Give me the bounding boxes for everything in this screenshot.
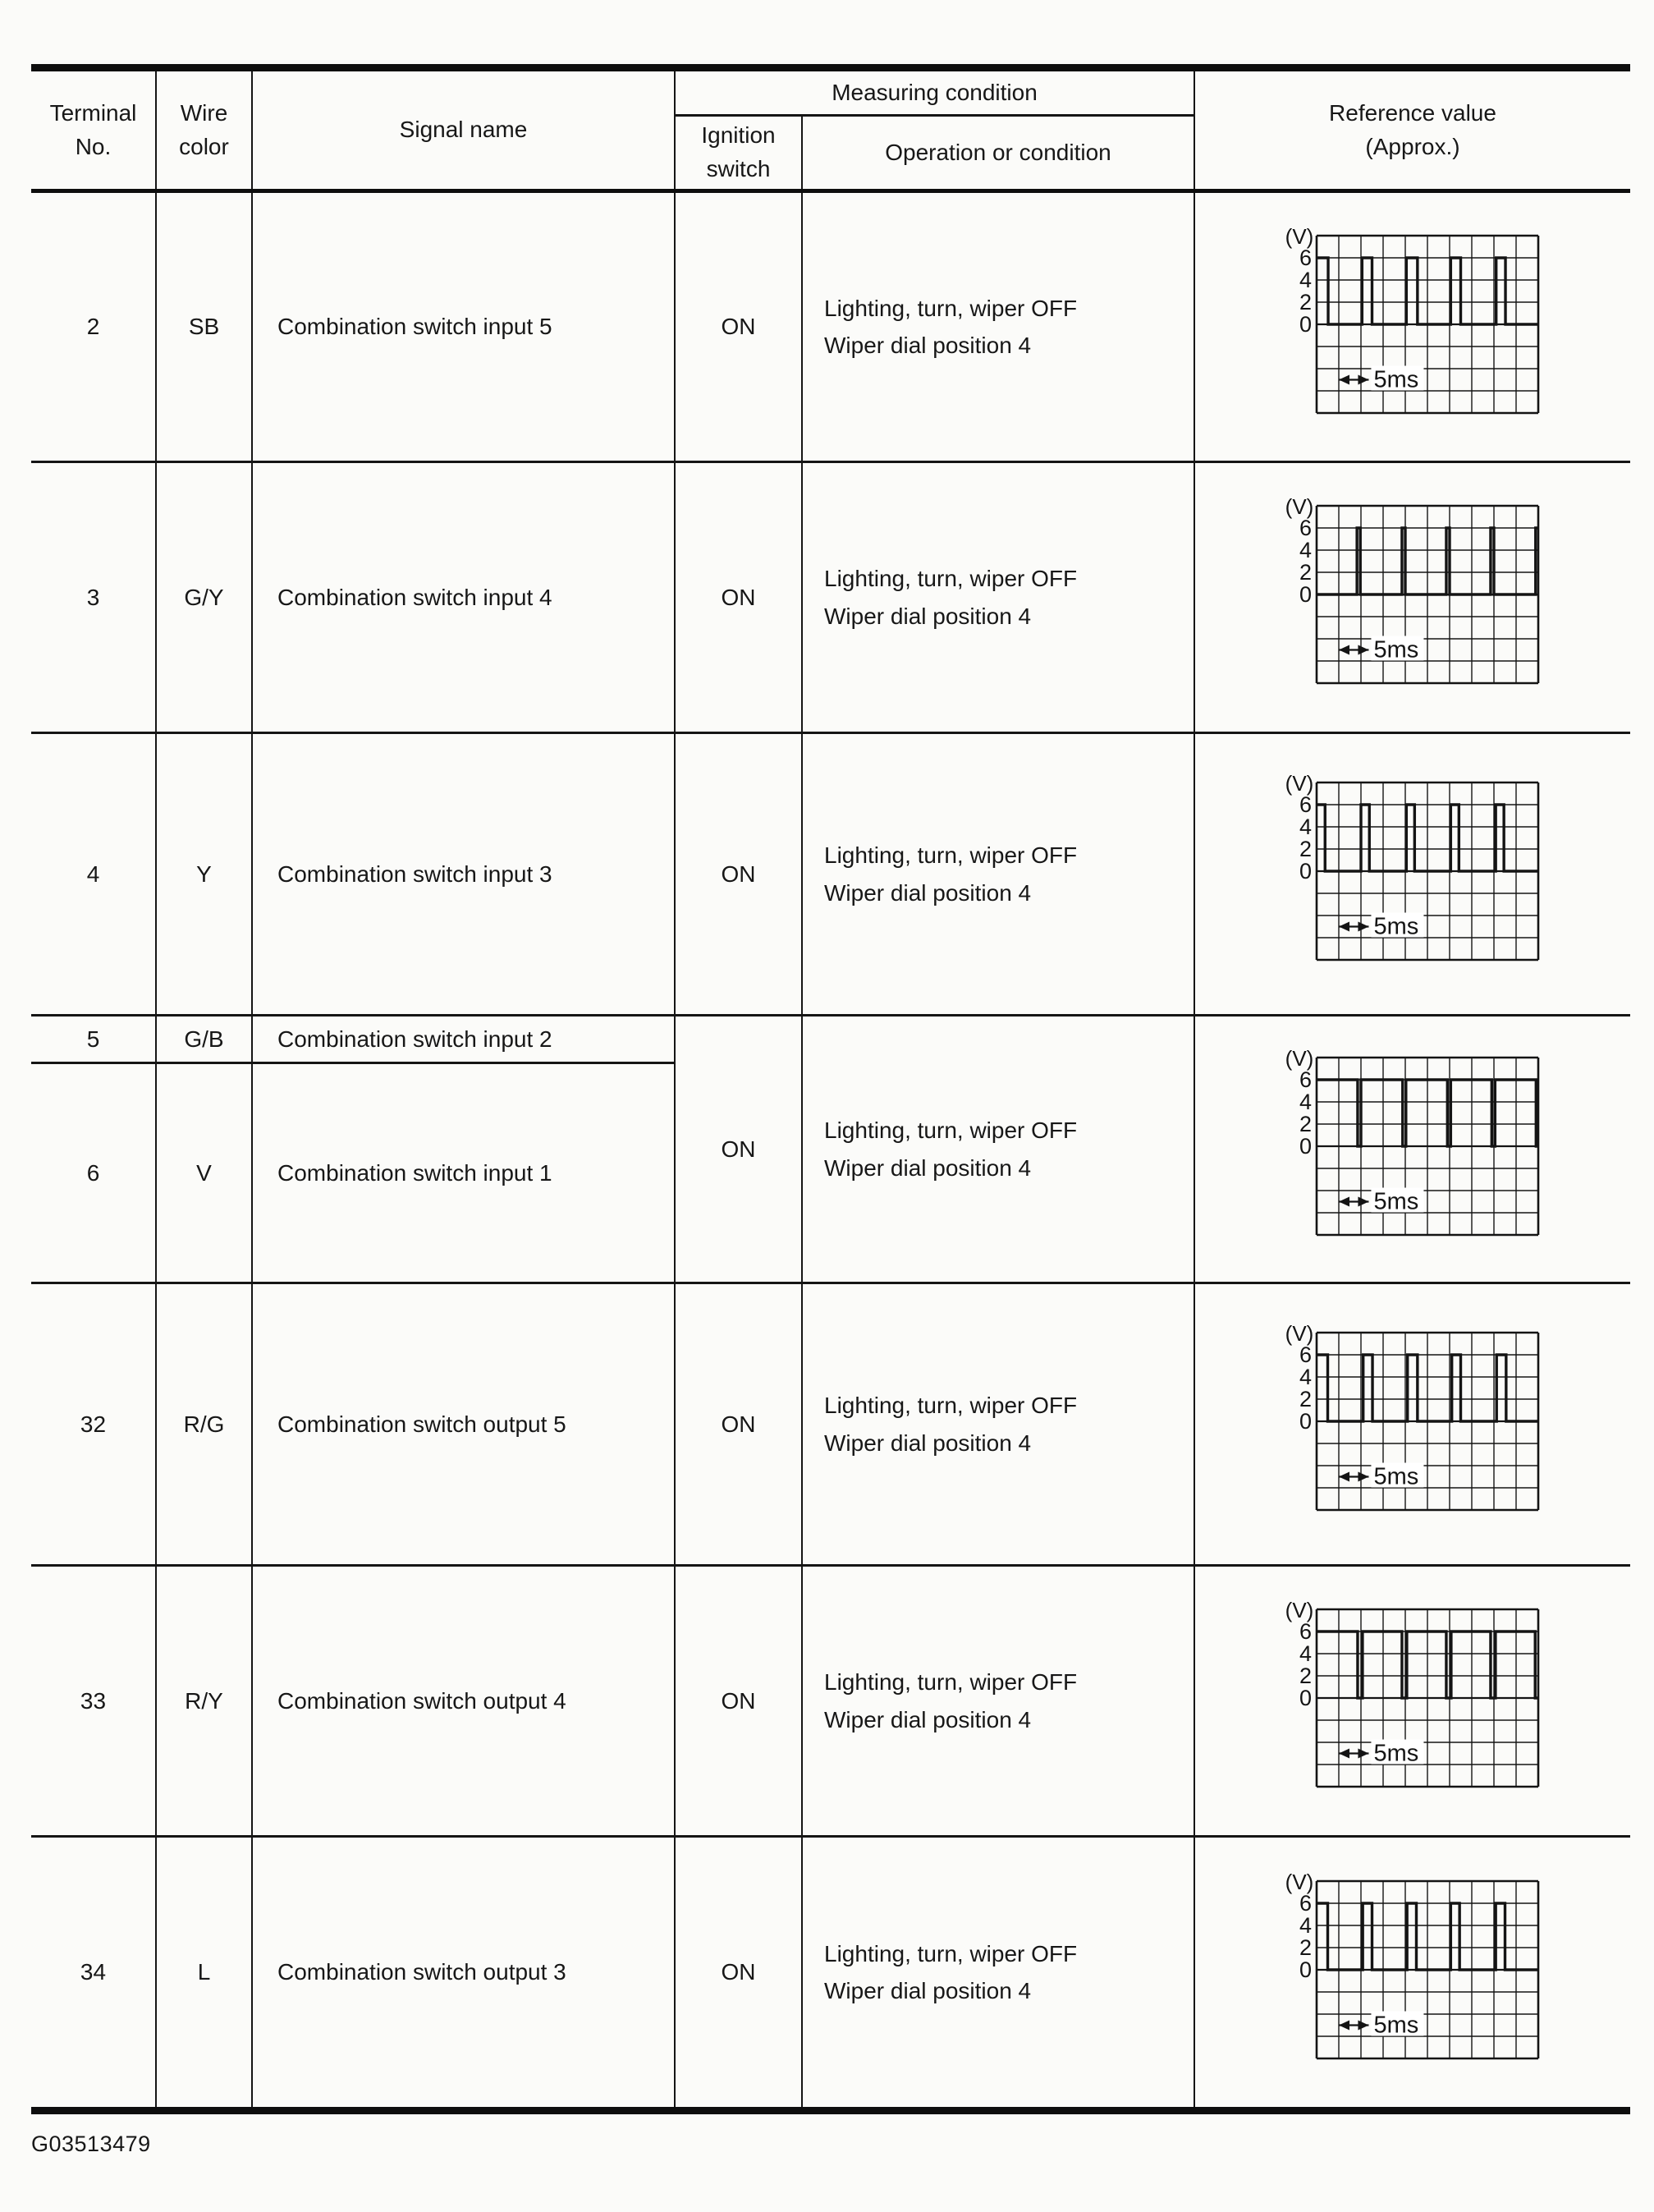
svg-text:4: 4 bbox=[1299, 1912, 1312, 1938]
signal-reference-table bbox=[31, 64, 1630, 2114]
operation-line2: Wiper dial position 4 bbox=[824, 1430, 1032, 1456]
waveform-chart bbox=[1277, 1599, 1548, 1797]
svg-text:5ms: 5ms bbox=[1373, 1188, 1419, 1215]
operation-line2: Wiper dial position 4 bbox=[824, 879, 1032, 906]
svg-text:0: 0 bbox=[1299, 1686, 1312, 1710]
ignition-switch-state: ON bbox=[675, 191, 802, 462]
svg-text:2: 2 bbox=[1299, 1934, 1312, 1960]
svg-text:2: 2 bbox=[1299, 1112, 1312, 1136]
operation-line1: Lighting, turn, wiper OFF bbox=[824, 842, 1078, 869]
reference-header-line2: (Approx.) bbox=[1365, 133, 1460, 159]
signal-name: Combination switch output 4 bbox=[252, 1566, 675, 1837]
terminal-no: 6 bbox=[31, 1063, 156, 1283]
col-header-measuring-condition: Measuring condition bbox=[675, 68, 1194, 116]
svg-text:6: 6 bbox=[1299, 1067, 1312, 1092]
terminal-no: 3 bbox=[31, 462, 156, 733]
svg-text:(V): (V) bbox=[1285, 1048, 1314, 1071]
svg-text:6: 6 bbox=[1299, 792, 1312, 817]
operation-condition bbox=[802, 1016, 1194, 1283]
signal-name: Combination switch input 5 bbox=[252, 191, 675, 462]
svg-text:6: 6 bbox=[1299, 1342, 1312, 1367]
signal-name: Combination switch input 2 bbox=[252, 1016, 675, 1063]
svg-text:0: 0 bbox=[1299, 1957, 1312, 1982]
terminal-no: 2 bbox=[31, 191, 156, 462]
svg-text:4: 4 bbox=[1299, 1641, 1312, 1666]
svg-text:4: 4 bbox=[1299, 267, 1312, 292]
operation-line2: Wiper dial position 4 bbox=[824, 603, 1032, 629]
reference-waveform-cell bbox=[1194, 462, 1630, 733]
svg-text:5ms: 5ms bbox=[1373, 1463, 1419, 1490]
oscilloscope-waveform bbox=[1277, 496, 1548, 693]
operation-condition bbox=[802, 1837, 1194, 2111]
wire-color: L bbox=[156, 1837, 252, 2111]
terminal-no: 5 bbox=[31, 1016, 156, 1063]
svg-text:0: 0 bbox=[1299, 311, 1312, 337]
table-row bbox=[31, 1283, 1630, 1566]
svg-text:(V): (V) bbox=[1285, 496, 1314, 519]
ignition-switch-state: ON bbox=[675, 733, 802, 1016]
svg-text:5ms: 5ms bbox=[1373, 913, 1419, 940]
oscilloscope-waveform bbox=[1277, 1871, 1548, 2068]
table-row bbox=[31, 191, 1630, 462]
svg-text:6: 6 bbox=[1299, 245, 1312, 270]
operation-condition bbox=[802, 462, 1194, 733]
waveform-chart bbox=[1277, 1323, 1548, 1520]
wire-color: G/Y bbox=[156, 462, 252, 733]
waveform-chart bbox=[1277, 496, 1548, 693]
oscilloscope-waveform bbox=[1277, 1048, 1548, 1245]
operation-condition bbox=[802, 1566, 1194, 1837]
wire-color: G/B bbox=[156, 1016, 252, 1063]
operation-condition bbox=[802, 733, 1194, 1016]
ignition-switch-state: ON bbox=[675, 1016, 802, 1283]
table-row bbox=[31, 733, 1630, 1016]
operation-line2: Wiper dial position 4 bbox=[824, 333, 1032, 358]
ignition-switch-state: ON bbox=[675, 1837, 802, 2111]
wire-color: R/G bbox=[156, 1283, 252, 1566]
operation-line1: Lighting, turn, wiper OFF bbox=[824, 1117, 1078, 1144]
col-header-reference-value bbox=[1194, 68, 1630, 191]
svg-text:2: 2 bbox=[1299, 1664, 1312, 1688]
wire-color: V bbox=[156, 1063, 252, 1283]
svg-text:0: 0 bbox=[1299, 1134, 1312, 1159]
svg-text:5ms: 5ms bbox=[1373, 1740, 1419, 1767]
svg-text:2: 2 bbox=[1299, 560, 1312, 585]
operation-condition bbox=[802, 1283, 1194, 1566]
reference-waveform-cell bbox=[1194, 1837, 1630, 2111]
svg-text:0: 0 bbox=[1299, 859, 1312, 883]
svg-text:2: 2 bbox=[1299, 1387, 1312, 1411]
waveform-chart bbox=[1277, 1048, 1548, 1245]
wire-header-line2: color bbox=[179, 133, 229, 159]
oscilloscope-waveform bbox=[1277, 1599, 1548, 1797]
svg-text:4: 4 bbox=[1299, 538, 1312, 562]
operation-line1: Lighting, turn, wiper OFF bbox=[824, 566, 1078, 592]
svg-text:0: 0 bbox=[1299, 1409, 1312, 1434]
svg-text:(V): (V) bbox=[1285, 1870, 1314, 1894]
svg-text:(V): (V) bbox=[1285, 1323, 1314, 1346]
operation-line1: Lighting, turn, wiper OFF bbox=[824, 1940, 1078, 1966]
svg-text:6: 6 bbox=[1299, 1890, 1312, 1916]
terminal-no: 34 bbox=[31, 1837, 156, 2111]
table-body bbox=[31, 191, 1630, 2111]
reference-waveform-cell bbox=[1194, 1283, 1630, 1566]
signal-name: Combination switch output 5 bbox=[252, 1283, 675, 1566]
waveform-chart bbox=[1277, 226, 1548, 423]
svg-text:(V): (V) bbox=[1285, 225, 1314, 249]
table-row bbox=[31, 1016, 1630, 1063]
operation-line1: Lighting, turn, wiper OFF bbox=[824, 1393, 1078, 1419]
table-row bbox=[31, 1566, 1630, 1837]
svg-text:6: 6 bbox=[1299, 1619, 1312, 1644]
ignition-header-line2: switch bbox=[706, 156, 771, 181]
reference-waveform-cell bbox=[1194, 1566, 1630, 1837]
wire-color: R/Y bbox=[156, 1566, 252, 1837]
svg-text:4: 4 bbox=[1299, 1090, 1312, 1114]
col-header-signal-name: Signal name bbox=[252, 68, 675, 191]
operation-condition bbox=[802, 191, 1194, 462]
ignition-switch-state: ON bbox=[675, 1566, 802, 1837]
reference-waveform-cell bbox=[1194, 1016, 1630, 1283]
table-header bbox=[31, 68, 1630, 191]
col-header-wire-color bbox=[156, 68, 252, 191]
reference-header-line1: Reference value bbox=[1329, 99, 1496, 126]
reference-waveform-cell bbox=[1194, 733, 1630, 1016]
svg-text:5ms: 5ms bbox=[1373, 366, 1419, 392]
operation-line1: Lighting, turn, wiper OFF bbox=[824, 295, 1078, 321]
wire-header-line1: Wire bbox=[180, 99, 228, 126]
terminal-no: 4 bbox=[31, 733, 156, 1016]
svg-text:2: 2 bbox=[1299, 837, 1312, 861]
signal-name: Combination switch input 3 bbox=[252, 733, 675, 1016]
svg-text:5ms: 5ms bbox=[1373, 2012, 1419, 2038]
table-row bbox=[31, 462, 1630, 733]
terminal-header-line2: No. bbox=[75, 133, 112, 159]
svg-text:(V): (V) bbox=[1285, 773, 1314, 796]
svg-text:2: 2 bbox=[1299, 289, 1312, 314]
operation-line2: Wiper dial position 4 bbox=[824, 1154, 1032, 1181]
signal-name: Combination switch input 1 bbox=[252, 1063, 675, 1283]
svg-text:4: 4 bbox=[1299, 815, 1312, 839]
signal-name: Combination switch output 3 bbox=[252, 1837, 675, 2111]
signal-name: Combination switch input 4 bbox=[252, 462, 675, 733]
terminal-header-line1: Terminal bbox=[49, 99, 137, 126]
waveform-chart bbox=[1277, 1871, 1548, 2068]
ignition-switch-state: ON bbox=[675, 1283, 802, 1566]
terminal-no: 33 bbox=[31, 1566, 156, 1837]
col-header-terminal bbox=[31, 68, 156, 191]
operation-line2: Wiper dial position 4 bbox=[824, 1978, 1032, 2003]
wire-color: Y bbox=[156, 733, 252, 1016]
svg-text:5ms: 5ms bbox=[1373, 636, 1419, 663]
oscilloscope-waveform bbox=[1277, 226, 1548, 423]
svg-text:0: 0 bbox=[1299, 582, 1312, 607]
ignition-switch-state: ON bbox=[675, 462, 802, 733]
svg-text:(V): (V) bbox=[1285, 1599, 1314, 1622]
col-header-ignition-switch bbox=[675, 116, 802, 191]
figure-code: G03513479 bbox=[31, 2132, 151, 2156]
terminal-no: 32 bbox=[31, 1283, 156, 1566]
oscilloscope-waveform bbox=[1277, 1323, 1548, 1520]
svg-text:4: 4 bbox=[1299, 1365, 1312, 1389]
ignition-header-line1: Ignition bbox=[701, 122, 776, 149]
operation-line2: Wiper dial position 4 bbox=[824, 1706, 1032, 1732]
oscilloscope-waveform bbox=[1277, 773, 1548, 970]
col-header-operation-condition: Operation or condition bbox=[802, 116, 1194, 191]
operation-line1: Lighting, turn, wiper OFF bbox=[824, 1669, 1078, 1696]
table-row bbox=[31, 1837, 1630, 2111]
svg-text:6: 6 bbox=[1299, 516, 1312, 540]
waveform-chart bbox=[1277, 773, 1548, 970]
wire-color: SB bbox=[156, 191, 252, 462]
reference-waveform-cell bbox=[1194, 191, 1630, 462]
